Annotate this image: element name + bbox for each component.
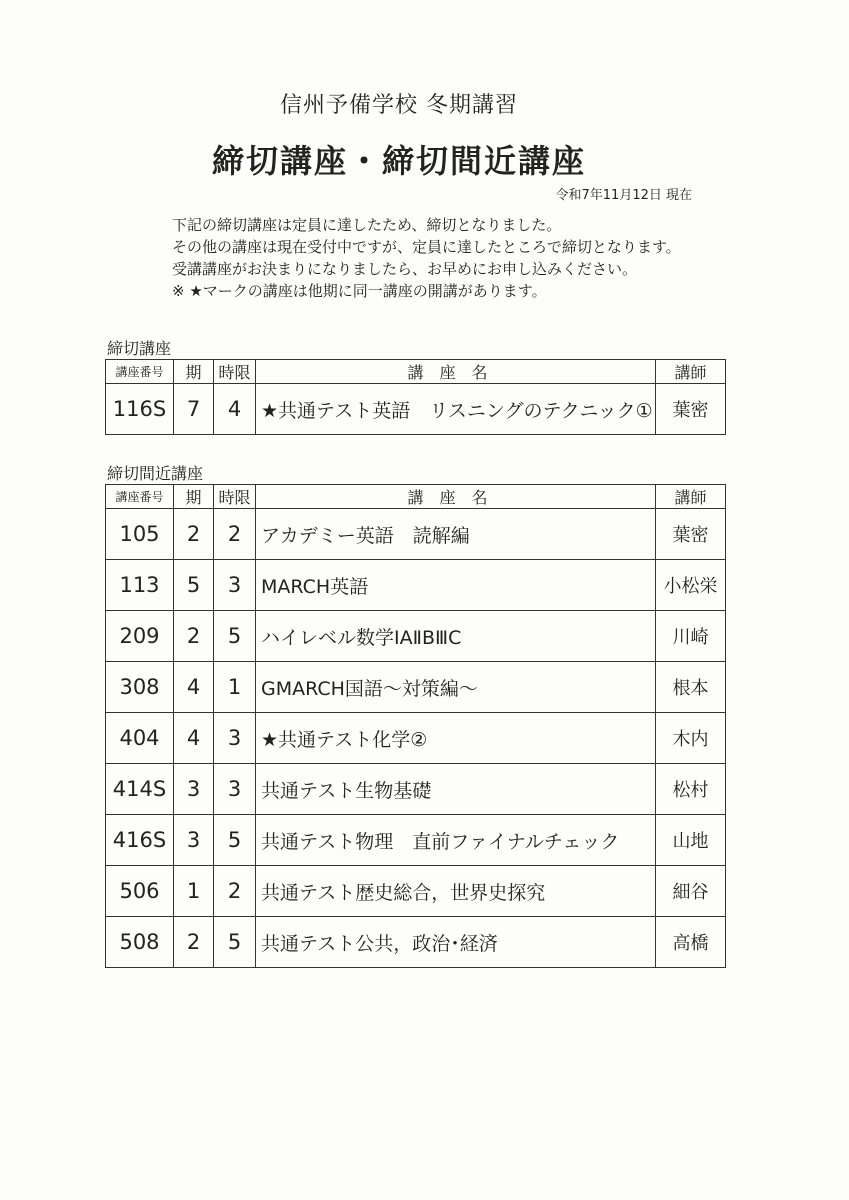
course-name: 共通テスト公共，政治･経済 bbox=[256, 917, 656, 968]
course-teacher: 木内 bbox=[656, 713, 726, 764]
column-header-term: 期 bbox=[174, 360, 214, 384]
course-teacher: 葉密 bbox=[656, 509, 726, 560]
course-name: GMARCH国語～対策編～ bbox=[256, 662, 656, 713]
column-header-name: 講座名 bbox=[256, 485, 656, 509]
as-of-date: 令和7年11月12日 現在 bbox=[555, 188, 692, 203]
course-term: 4 bbox=[174, 662, 214, 713]
course-period: 4 bbox=[214, 384, 256, 435]
table-row bbox=[106, 764, 726, 815]
course-term: 5 bbox=[174, 560, 214, 611]
column-header-teacher: 講師 bbox=[656, 485, 726, 509]
course-number: 416S bbox=[106, 815, 174, 866]
course-term: 1 bbox=[174, 866, 214, 917]
table-header-row bbox=[106, 360, 726, 384]
course-name: ★共通テスト化学② bbox=[256, 713, 656, 764]
column-header-term: 期 bbox=[174, 485, 214, 509]
column-header-number: 講座番号 bbox=[106, 360, 174, 384]
table-row bbox=[106, 713, 726, 764]
course-term: 4 bbox=[174, 713, 214, 764]
course-name: MARCH英語 bbox=[256, 560, 656, 611]
course-number: 508 bbox=[106, 917, 174, 968]
course-teacher: 松村 bbox=[656, 764, 726, 815]
column-header-number: 講座番号 bbox=[106, 485, 174, 509]
notice-block bbox=[172, 214, 772, 302]
course-number: 404 bbox=[106, 713, 174, 764]
near-closed-courses-table bbox=[105, 484, 726, 968]
closed-section-label: 締切講座 bbox=[107, 339, 172, 358]
notice-line: ※ ★マークの講座は他期に同一講座の開講があります。 bbox=[172, 282, 547, 300]
course-period: 5 bbox=[214, 917, 256, 968]
course-term: 3 bbox=[174, 764, 214, 815]
course-number: 113 bbox=[106, 560, 174, 611]
course-name: 共通テスト歴史総合，世界史探究 bbox=[256, 866, 656, 917]
course-name: ハイレベル数学ⅠAⅡBⅢC bbox=[256, 611, 656, 662]
table-row bbox=[106, 560, 726, 611]
course-name: アカデミー英語 読解編 bbox=[256, 509, 656, 560]
course-period: 5 bbox=[214, 611, 256, 662]
course-name: 共通テスト物理 直前ファイナルチェック bbox=[256, 815, 656, 866]
column-header-period: 時限 bbox=[214, 360, 256, 384]
course-period: 3 bbox=[214, 764, 256, 815]
table-header-row bbox=[106, 485, 726, 509]
course-name: ★共通テスト英語 リスニングのテクニック① bbox=[256, 384, 656, 435]
course-number: 308 bbox=[106, 662, 174, 713]
school-heading: 信州予備学校 冬期講習 bbox=[280, 93, 518, 118]
closed-courses-table bbox=[105, 359, 726, 435]
course-term: 2 bbox=[174, 611, 214, 662]
table-row bbox=[106, 917, 726, 968]
course-period: 5 bbox=[214, 815, 256, 866]
table-row bbox=[106, 815, 726, 866]
course-teacher: 山地 bbox=[656, 815, 726, 866]
table-row bbox=[106, 509, 726, 560]
course-term: 7 bbox=[174, 384, 214, 435]
table-row bbox=[106, 866, 726, 917]
course-term: 2 bbox=[174, 509, 214, 560]
course-number: 209 bbox=[106, 611, 174, 662]
course-teacher: 根本 bbox=[656, 662, 726, 713]
column-header-period: 時限 bbox=[214, 485, 256, 509]
course-term: 2 bbox=[174, 917, 214, 968]
course-number: 506 bbox=[106, 866, 174, 917]
course-name: 共通テスト生物基礎 bbox=[256, 764, 656, 815]
notice-line: その他の講座は現在受付中ですが、定員に達したところで締切となります。 bbox=[172, 238, 681, 256]
notice-line: 受講講座がお決まりになりましたら、お早めにお申し込みください。 bbox=[172, 260, 638, 278]
table-row bbox=[106, 662, 726, 713]
column-header-name: 講座名 bbox=[256, 360, 656, 384]
course-teacher: 川崎 bbox=[656, 611, 726, 662]
course-period: 3 bbox=[214, 713, 256, 764]
course-teacher: 細谷 bbox=[656, 866, 726, 917]
course-number: 116S bbox=[106, 384, 174, 435]
course-teacher: 葉密 bbox=[656, 384, 726, 435]
course-period: 2 bbox=[214, 866, 256, 917]
table-row bbox=[106, 384, 726, 435]
notice-line: 下記の締切講座は定員に達したため、締切となりました。 bbox=[172, 216, 562, 234]
column-header-teacher: 講師 bbox=[656, 360, 726, 384]
course-teacher: 高橋 bbox=[656, 917, 726, 968]
course-number: 105 bbox=[106, 509, 174, 560]
course-period: 1 bbox=[214, 662, 256, 713]
course-period: 3 bbox=[214, 560, 256, 611]
course-teacher: 小松栄 bbox=[656, 560, 726, 611]
course-term: 3 bbox=[174, 815, 214, 866]
course-period: 2 bbox=[214, 509, 256, 560]
course-number: 414S bbox=[106, 764, 174, 815]
near-closed-section-label: 締切間近講座 bbox=[107, 464, 204, 483]
table-row bbox=[106, 611, 726, 662]
page-title: 締切講座・締切間近講座 bbox=[211, 142, 586, 180]
